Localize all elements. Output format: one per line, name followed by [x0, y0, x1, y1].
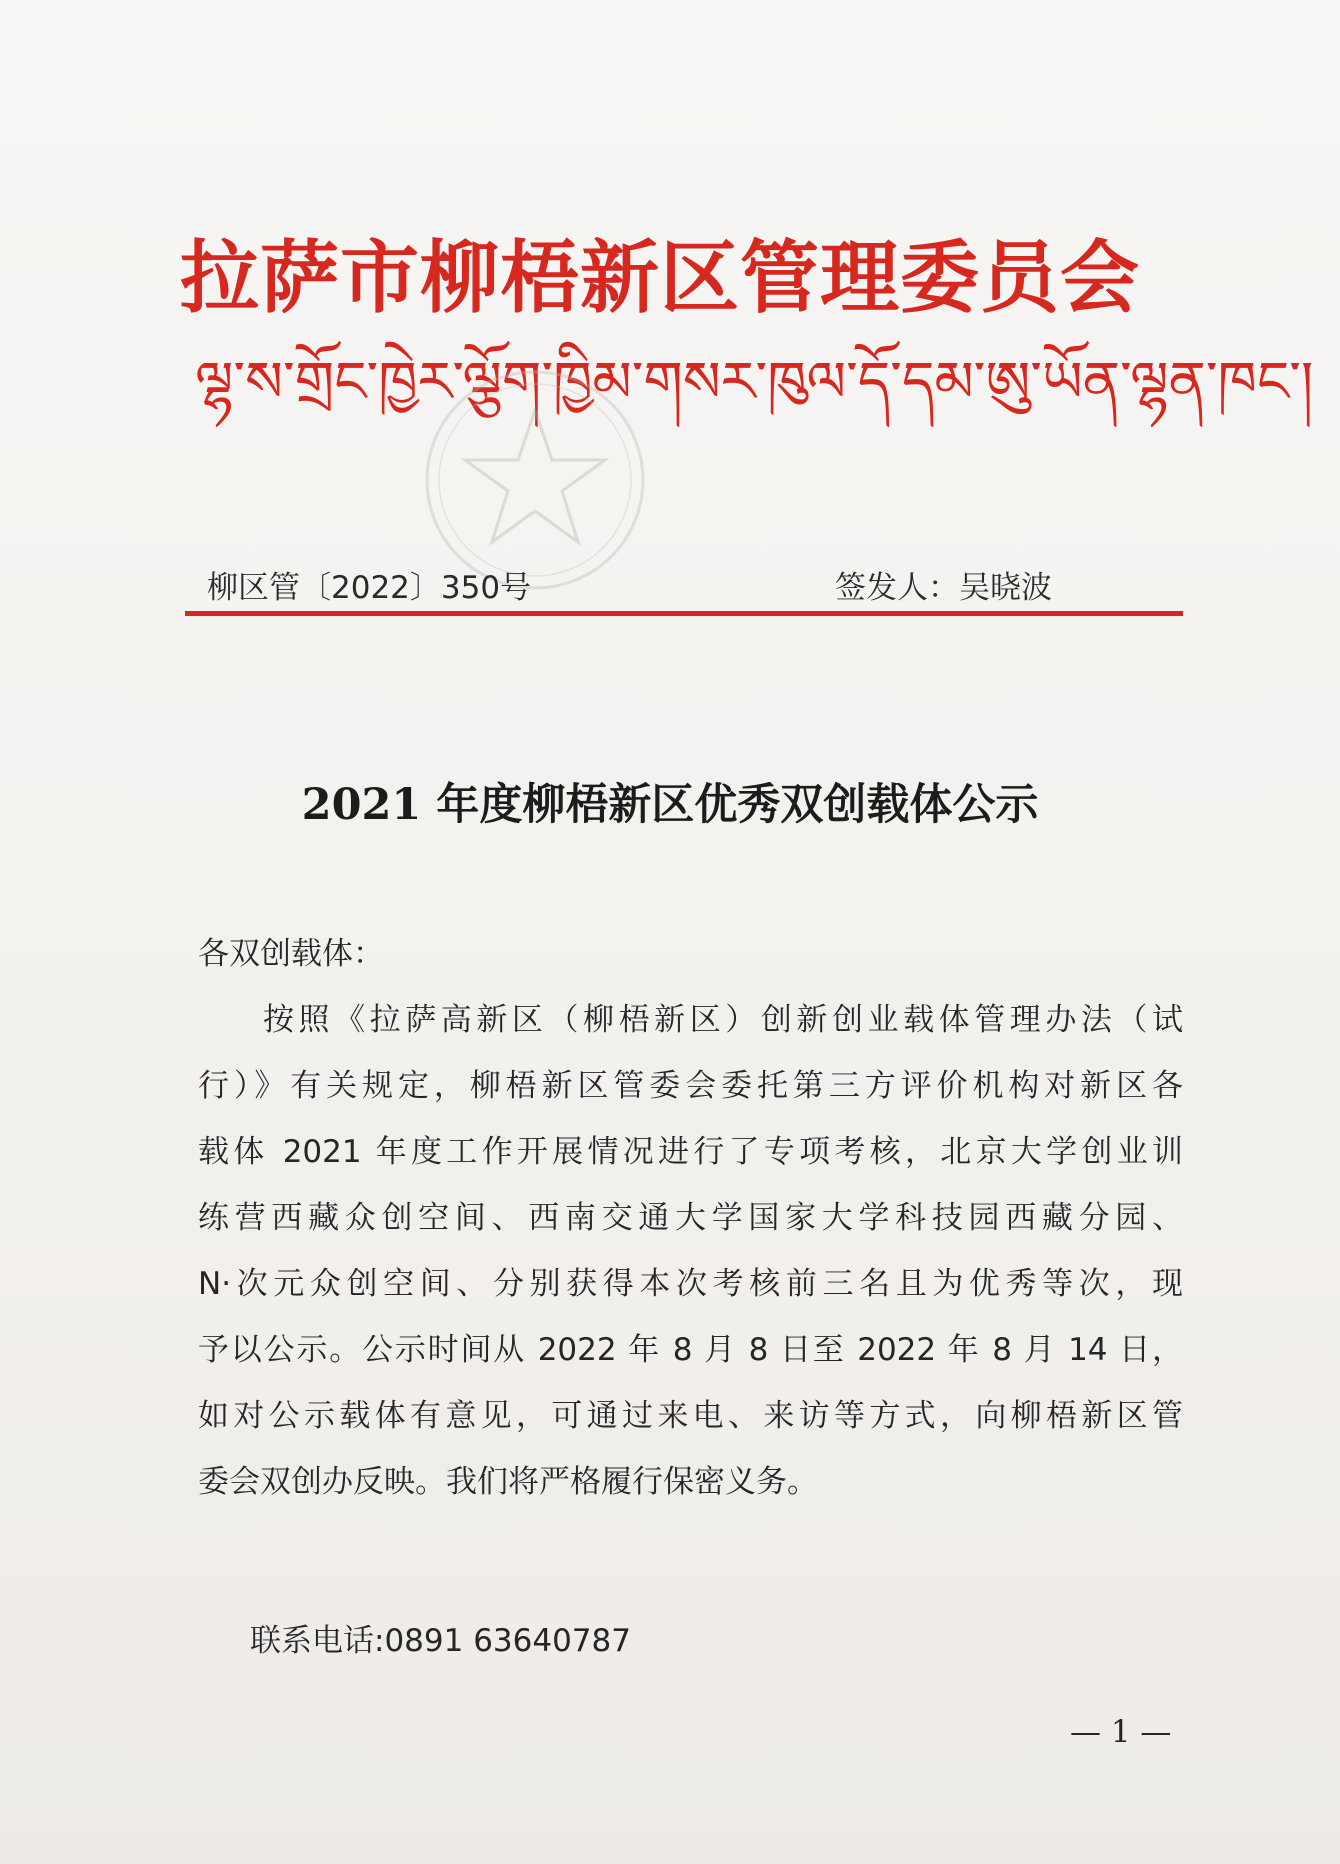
header-divider	[185, 611, 1183, 616]
issuer-name-chinese: 拉萨市柳梧新区管理委员会	[180, 231, 1140, 324]
contact-phone: 联系电话:0891 63640787	[250, 1623, 631, 1659]
signer: 签发人：吴晓波	[835, 570, 1052, 606]
page-number: — 1 —	[1070, 1714, 1172, 1750]
document-number: 柳区管〔2022〕350号	[207, 570, 532, 606]
body-line: 按照《拉萨高新区（柳梧新区）创新创业载体管理办法（试	[263, 1002, 1183, 1038]
salutation: 各双创载体：	[198, 936, 384, 972]
body-line: N·次元众创空间、分别获得本次考核前三名且为优秀等次，现	[198, 1266, 1183, 1302]
body-line: 委会双创办反映。我们将严格履行保密义务。	[198, 1464, 818, 1500]
body-line: 载体 2021 年度工作开展情况进行了专项考核，北京大学创业训	[198, 1134, 1183, 1170]
body-line: 练营西藏众创空间、西南交通大学国家大学科技园西藏分园、	[198, 1200, 1183, 1236]
issuer-name-tibetan: ལྷ་ས་གྲོང་ཁྱེར་ལྕོག་ཁྱིམ་གསར་ཁུལ་དོ་དམ་ཨུ་ཡོན་ལྷན་ཁང་།	[195, 350, 1314, 415]
star-seal-icon	[420, 365, 650, 595]
document-title: 2021 年度柳梧新区优秀双创载体公示	[301, 780, 1039, 830]
body-line: 予以公示。公示时间从 2022 年 8 月 8 日至 2022 年 8 月 14 日，	[198, 1332, 1183, 1368]
body-line: 行）》有关规定，柳梧新区管委会委托第三方评价机构对新区各	[198, 1068, 1183, 1104]
body-line: 如对公示载体有意见，可通过来电、来访等方式，向柳梧新区管	[198, 1398, 1183, 1434]
